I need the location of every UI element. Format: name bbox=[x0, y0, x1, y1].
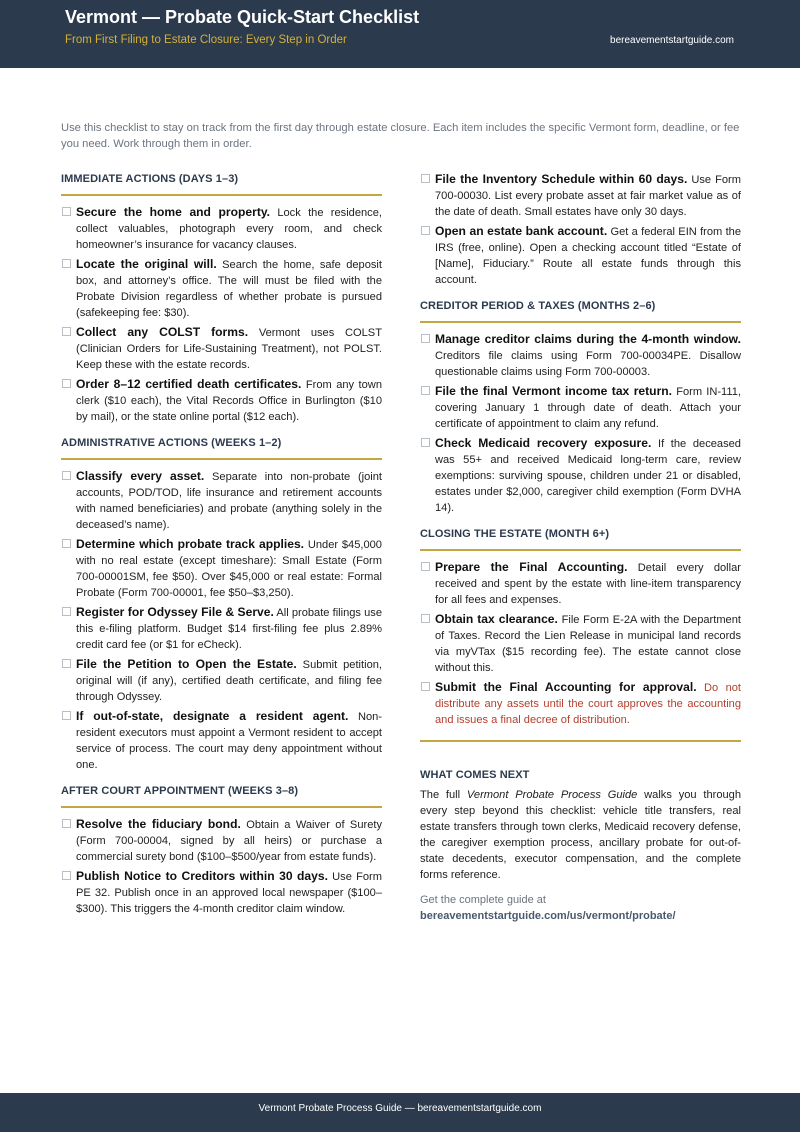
item-detail: Vermont uses COLST (Clinician Orders for Life-Sustaining Treatment), not POLST. Keep these with the estate records. bbox=[76, 327, 382, 371]
item-detail: From any town clerk ($10 each), the Vital Records Office in Burlington ($10 by mail), or the state online portal ($12 each). bbox=[76, 379, 382, 423]
checkbox[interactable] bbox=[62, 539, 71, 548]
item-detail: Non-resident executors must appoint a Vermont resident to accept service of process. The court may deny appointment without one. bbox=[76, 711, 382, 771]
checkbox[interactable] bbox=[62, 327, 71, 336]
checkbox[interactable] bbox=[421, 562, 430, 571]
checklist-item bbox=[420, 559, 741, 608]
checklist-closing bbox=[420, 559, 741, 728]
what-comes-next bbox=[420, 767, 741, 924]
right-column bbox=[420, 171, 741, 924]
footer-text: Vermont Probate Process Guide — bereavementstartguide.com bbox=[258, 1103, 542, 1114]
item-lead: Obtain tax clearance. bbox=[435, 612, 558, 626]
item-detail: Search the home, safe deposit box, and attorney’s office. The will must be filed with the Probate Division regardless of whether probate is pursued (safekeeping fee: $30). bbox=[76, 259, 382, 319]
item-lead: Determine which probate track applies. bbox=[76, 537, 305, 551]
item-detail: Separate into non-probate (joint accounts, POD/TOD, life insurance and retirement accounts with named beneficiaries) and probate (anything solely in the deceased’s name). bbox=[76, 471, 382, 531]
item-lead: Locate the original will. bbox=[76, 257, 217, 271]
checkbox[interactable] bbox=[62, 379, 71, 388]
checkbox[interactable] bbox=[62, 207, 71, 216]
checkbox[interactable] bbox=[421, 682, 430, 691]
section-divider bbox=[61, 806, 382, 808]
section-title-creditor: CREDITOR PERIOD & TAXES (MONTHS 2–6) bbox=[420, 300, 656, 312]
section-divider bbox=[420, 549, 741, 551]
item-detail: File Form E-2A with the Department of Taxes. Record the Lien Release in municipal land records via myVTax ($15 recording fee). The estate cannot close without this. bbox=[435, 614, 741, 674]
item-lead: Open an estate bank account. bbox=[435, 224, 608, 238]
item-detail: Under $45,000 with no real estate (except timeshare): Small Estate (Form 700-00001SM, fee $50). Over $45,000 or real estate: Formal Probate (Form 700-00001, fee $50–$3,250). bbox=[76, 539, 382, 599]
left-column bbox=[61, 171, 382, 920]
next-text-before: The full bbox=[420, 789, 467, 801]
checklist-item bbox=[420, 611, 741, 676]
checklist-item bbox=[61, 656, 382, 705]
section-title-immediate: IMMEDIATE ACTIONS (DAYS 1–3) bbox=[61, 173, 239, 185]
item-lead: Register for Odyssey File & Serve. bbox=[76, 605, 274, 619]
item-lead: Classify every asset. bbox=[76, 469, 205, 483]
item-lead: If out-of-state, designate a resident agent. bbox=[76, 709, 349, 723]
checkbox[interactable] bbox=[62, 259, 71, 268]
checkbox[interactable] bbox=[62, 659, 71, 668]
checkbox[interactable] bbox=[421, 614, 430, 623]
item-detail: Use Form PE 32. Publish once in an approved local newspaper ($100–$300). This triggers the 4-month creditor claim window. bbox=[76, 871, 382, 915]
checklist-item bbox=[420, 223, 741, 288]
page-title: Vermont — Probate Quick-Start Checklist bbox=[65, 7, 420, 27]
item-lead: File the Inventory Schedule within 60 days. bbox=[435, 172, 688, 186]
item-lead: File the final Vermont income tax return. bbox=[435, 384, 673, 398]
intro-text: Use this checklist to stay on track from the first day through estate closure. Each item includes the specific Vermont form, deadline, or fee you need. Work through them in order. bbox=[61, 122, 740, 150]
checklist-item bbox=[420, 435, 741, 516]
checklist-item bbox=[61, 256, 382, 321]
section-title-after-court: AFTER COURT APPOINTMENT (WEEKS 3–8) bbox=[61, 785, 299, 797]
checkbox[interactable] bbox=[421, 226, 430, 235]
checkbox[interactable] bbox=[62, 471, 71, 480]
checkbox[interactable] bbox=[421, 438, 430, 447]
page-header bbox=[0, 0, 800, 68]
guide-name: Vermont Probate Process Guide bbox=[466, 789, 638, 801]
checklist-item bbox=[61, 468, 382, 533]
checklist-administrative bbox=[61, 468, 382, 773]
section-title-next: WHAT COMES NEXT bbox=[420, 769, 530, 781]
item-lead: Order 8–12 certified death certificates. bbox=[76, 377, 302, 391]
checklist-item bbox=[420, 383, 741, 432]
item-detail: Submit petition, original will (if any), certified death certificate, and filing fee through Odyssey. bbox=[76, 659, 382, 703]
checkbox[interactable] bbox=[62, 607, 71, 616]
checklist-item bbox=[61, 324, 382, 373]
item-detail: If the deceased was 55+ and received Medicaid long-term care, review exemptions: surviving spouse, children under 21 or disabled, estates under $2,000, caregiver child exemption (Form DVHA 14). bbox=[435, 438, 741, 514]
checklist-after-court bbox=[61, 816, 382, 917]
item-lead: File the Petition to Open the Estate. bbox=[76, 657, 297, 671]
item-detail: Use Form 700-00030. List every probate asset at fair market value as of the date of death. Small estates have only 30 days. bbox=[435, 174, 741, 218]
item-lead: Prepare the Final Accounting. bbox=[435, 560, 628, 574]
checklist-item bbox=[61, 536, 382, 601]
section-divider bbox=[61, 194, 382, 196]
section-title-administrative: ADMINISTRATIVE ACTIONS (WEEKS 1–2) bbox=[61, 437, 282, 449]
item-lead: Publish Notice to Creditors within 30 days. bbox=[76, 869, 328, 883]
item-detail: Form IN-111, covering January 1 through date of death. Attach your certificate of appointment to claim any refund. bbox=[435, 386, 741, 430]
checkbox[interactable] bbox=[421, 334, 430, 343]
section-title-closing: CLOSING THE ESTATE (MONTH 6+) bbox=[420, 528, 610, 540]
checklist-item bbox=[61, 376, 382, 425]
next-paragraph bbox=[420, 787, 741, 883]
checkbox[interactable] bbox=[62, 871, 71, 880]
item-lead: Secure the home and property. bbox=[76, 205, 271, 219]
item-detail: Lock the residence, collect valuables, photograph every room, and check homeowner’s insurance for vacancy clauses. bbox=[76, 207, 382, 251]
checkbox[interactable] bbox=[421, 174, 430, 183]
item-lead: Check Medicaid recovery exposure. bbox=[435, 436, 652, 450]
item-lead: Resolve the fiduciary bond. bbox=[76, 817, 241, 831]
section-divider bbox=[61, 458, 382, 460]
checklist-item bbox=[420, 679, 741, 728]
item-detail: Get a federal EIN from the IRS (free, online). Open a checking account titled “Estate of [Name], Fiduciary.” Route all estate funds through this account. bbox=[435, 226, 741, 286]
checkbox[interactable] bbox=[421, 386, 430, 395]
next-text-after: walks you through every step beyond this checklist: vehicle title transfers, real estate transfers through town clerks, Medicaid recovery defense, the caregiver exemption process, ancillary probate for out-of-state decedents, executor compensation, and the complete forms reference. bbox=[420, 789, 742, 881]
header-site-link[interactable]: bereavementstartguide.com bbox=[610, 35, 734, 46]
checklist-item bbox=[61, 604, 382, 653]
checklist-after-court-continued bbox=[420, 171, 741, 288]
checklist-item bbox=[420, 331, 741, 380]
item-lead: Manage creditor claims during the 4-month window. bbox=[435, 332, 741, 346]
page-footer bbox=[0, 1093, 800, 1132]
checklist-item bbox=[61, 868, 382, 917]
checkbox[interactable] bbox=[62, 711, 71, 720]
checklist-creditor bbox=[420, 331, 741, 516]
item-detail: Detail every dollar received and spent by the estate with line-item transparency for all fees and expenses. bbox=[435, 562, 741, 606]
checklist-item bbox=[61, 816, 382, 865]
guide-url-link[interactable]: bereavementstartguide.com/us/vermont/probate/ bbox=[420, 910, 676, 922]
checklist-item bbox=[61, 708, 382, 773]
item-lead: Collect any COLST forms. bbox=[76, 325, 249, 339]
page-subtitle: From First Filing to Estate Closure: Every Step in Order bbox=[65, 34, 347, 46]
closing-divider bbox=[420, 740, 741, 742]
checklist-item bbox=[420, 171, 741, 220]
item-lead: Submit the Final Accounting for approval. bbox=[435, 680, 697, 694]
checkbox[interactable] bbox=[62, 819, 71, 828]
section-divider bbox=[420, 321, 741, 323]
guide-cta-label: Get the complete guide at bbox=[420, 894, 546, 906]
item-detail: All probate filings use this e-filing platform. Budget $14 first-filing fee plus 2.89% credit card fee (or $1 for eCheck). bbox=[76, 607, 382, 651]
item-detail: Do not distribute any assets until the court approves the accounting and issues a final decree of distribution. bbox=[435, 682, 741, 726]
item-detail: Obtain a Waiver of Surety (Form 700-00004, signed by all heirs) or purchase a commercial surety bond ($100–$500/year from estate funds). bbox=[76, 819, 382, 863]
item-detail: Creditors file claims using Form 700-00034PE. Disallow questionable claims using Form 700-00003. bbox=[435, 350, 741, 378]
checklist-item bbox=[61, 204, 382, 253]
checklist-immediate bbox=[61, 204, 382, 425]
